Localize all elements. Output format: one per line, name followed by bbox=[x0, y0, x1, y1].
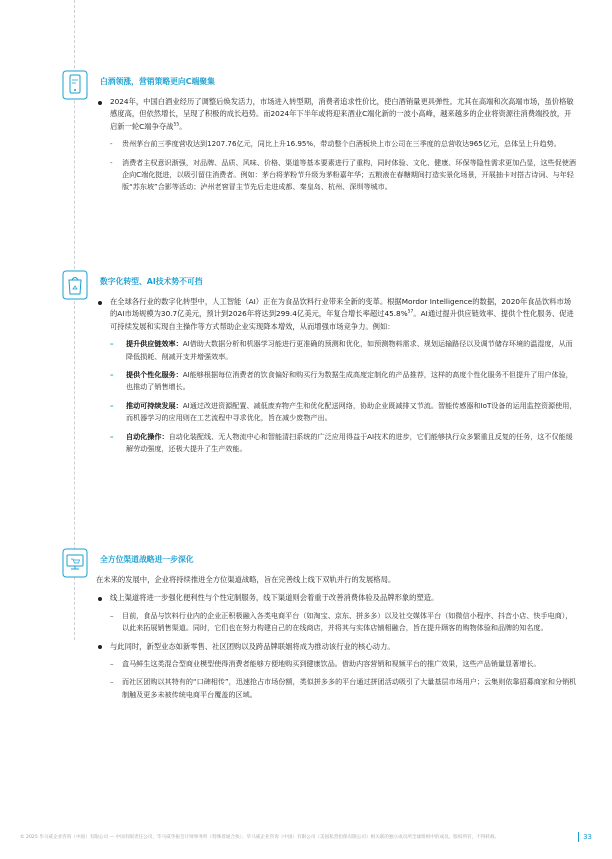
sub-list-item: - 消费者主权意识渐强，对品牌、品质、风味、价格、渠道等基本要素进行了重构，同时体验、文化、健康、环保等隐性需求更加凸显，这些促使酒企向C端化挺进，以吸引留住消费者。例如：茅台将茅粉节升级为茅粉嘉年华；五粮液在春糖期间打造实景化场景，开展抽卡对搭古诗词、与年轻版“苏东坡”合影等活动；泸州老窖冒主节先后走进成都、秦皇岛、杭州、深圳等城市。 bbox=[110, 157, 576, 192]
sub-list-item: – 目前，食品与饮料行业内的企业正积极融入各类电商平台（如淘宝、京东、拼多多）以及社交媒体平台（如微信小程序、抖音小店、快手电商），以此来拓展销售渠道。同时，它们也在努力构建自己的在线商店，并将其与实体店铺相融合，旨在提升顾客的购物体验和品牌的知名度。 bbox=[110, 610, 573, 633]
recycle-bag-icon bbox=[62, 270, 88, 300]
sub-list-item: – 而社区团购以其特有的“口碑相传”，迅速抢占市场份额，类似拼多多的平台通过拼团活动吸引了大量基层市场用户；云集则依靠招募商家和分销机制触及更多未被传统电商平台覆盖的区域。 bbox=[110, 677, 577, 699]
sub-list-item: – 提升供应链效率：AI借助大数据分析和机器学习能进行更准确的预测和优化，如预测物料需求、规划运输路径以及调节储存环境的温湿度，从而降低损耗、削减开支并增强效率。 bbox=[110, 339, 573, 361]
online-shopping-icon bbox=[62, 548, 88, 578]
list-item: 线上渠道将进一步强化便利性与个性定制服务，线下渠道则会着重于改善消费体验及品牌形象的塑造。 bbox=[96, 592, 578, 604]
sub-list-item: – 推动可持续发展：AI通过改进资源配置、减低废弃物产生和优化配送网络，协助企业既减排又节流。智能传感器和IoT设备的运用监控资源使用，而机器学习的应用则在工艺流程中寻求优化，旨在减少废物产出。 bbox=[110, 400, 577, 423]
sub-list-item: – 自动化操作：自动化装配线、无人物流中心和智能清扫系统的广泛应用得益于AI技术的进步，它们能够执行众多繁重且反复的任务，这不仅能缓解劳动强度，还极大提升了生产效能。 bbox=[110, 431, 573, 454]
page-footer bbox=[20, 832, 592, 846]
page-number: 33 bbox=[578, 832, 592, 842]
sub-list-item: - 贵州茅台前三季度营收达到1207.76亿元，同比上升16.95%，带动整个白酒板块上市公司在三季度的总营收达965亿元，总体呈上升趋势。 bbox=[110, 139, 561, 149]
list-item: 2024年，中国白酒业经历了调整后焕发活力，市场进入转型期，消费者追求性价比，使白酒销量更具弹性。尤其在高端和次高端市场，虽价格敏感度高，但依然增长，呈现了积极的成长趋势。而2024年下半年或将迎来酒业C端化新的一波小高峰，越来越多的企业将资源往消费端投放，开启新一轮C端争夺战$^{55}$。 bbox=[96, 96, 578, 133]
list-item: 与此同时，新型业态如新零售、社区团购以及跨品牌联姻将成为推动该行业的核心动力。 bbox=[96, 641, 578, 653]
section-title: 全方位渠道战略进一步深化 bbox=[100, 555, 194, 564]
paragraph: 在未来的发展中，企业将持续推进全方位渠道战略，旨在完善线上线下双轨并行的发展格局。 bbox=[96, 575, 396, 584]
section-title: 白酒领涨，营销策略更向C端聚集 bbox=[100, 77, 215, 86]
sub-list-item: – 盒马鲜生这类混合型商业模型使得消费者能够方便地购买到健康饮品。借助内容营销和视频平台的推广效果，这些产品销量显著增长。 bbox=[110, 659, 541, 669]
section-title: 数字化转型、AI技术势不可挡 bbox=[100, 277, 203, 286]
footer-legal: © 2025 毕马威企业咨询（中国）有限公司 — 中国有限责任公司，毕马威华振会计师事务所（特殊普通合伙）、毕马威企业咨询（中国）有限公司（美国私营担保有限公司）相关联的独立成员所全球组织中的成员。版权所有，不得转载。 bbox=[20, 835, 500, 840]
sub-list-item: – 提供个性化服务：AI能够根据每位消费者的饮食偏好和购买行为数据生成高度定制化的产品推荐，这样的高度个性化服务不但提升了用户体验，也推动了销售增长。 bbox=[110, 370, 573, 392]
list-item: 在全球各行业的数字化转型中，人工智能（AI）正在为食品饮料行业带来全新的变革。根据Mordor Intelligence的数据，2020年食品饮料市场的AI市场规模为30.7亿美元，预计到2026年将达到299.4亿美元，年复合增长率超过45.8%$^{57}$。AI通过提升供应链效率、提供个性化服务、促进可持续发展和实现自主操作等方式帮助企业实现降本增效，从而增强市场竞争力。例如： bbox=[96, 296, 578, 333]
mobile-phone-icon bbox=[62, 70, 88, 100]
